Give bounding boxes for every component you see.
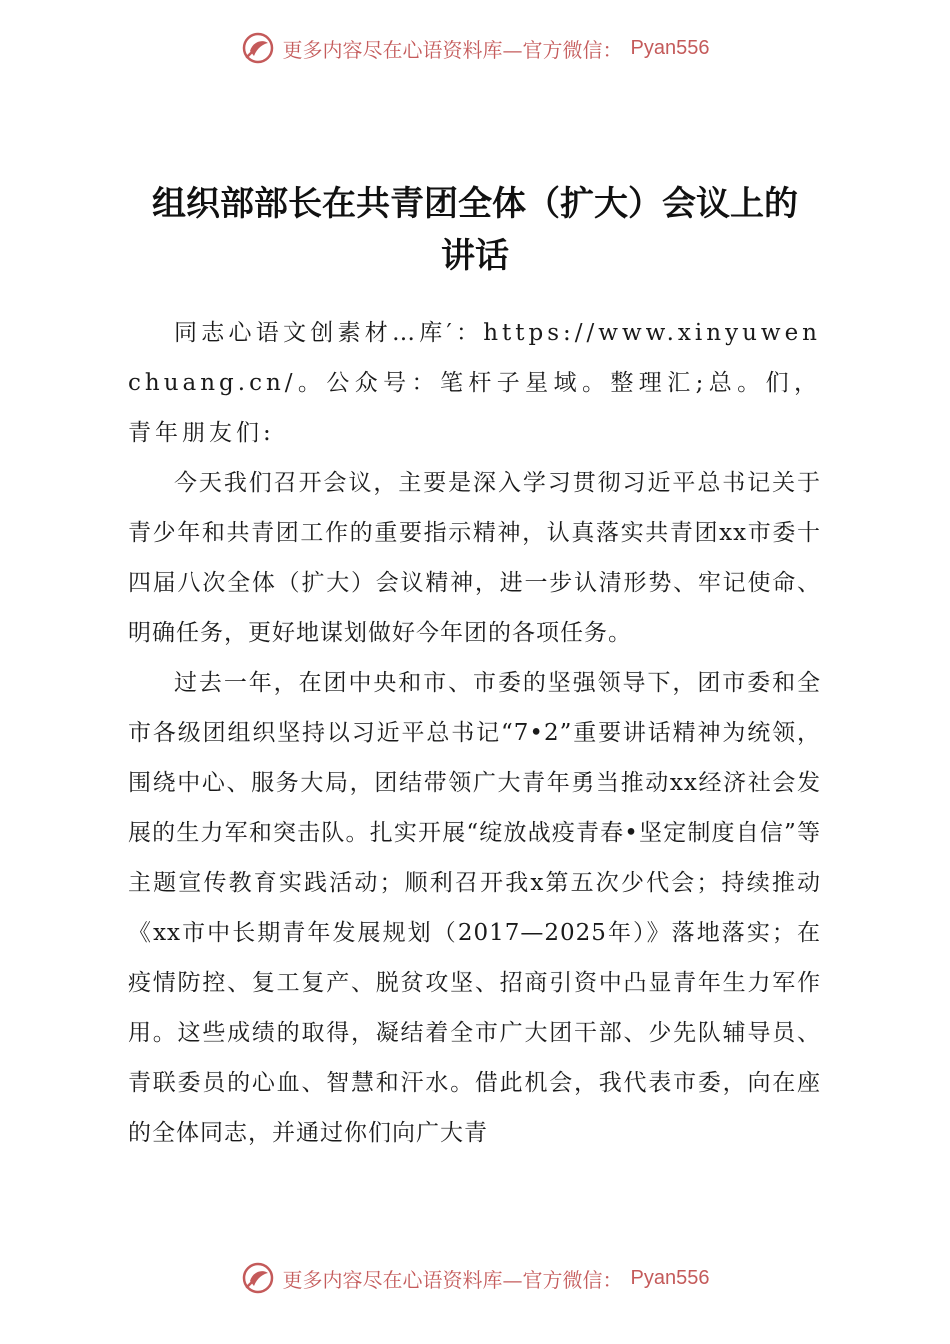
document-title [120, 178, 830, 282]
watermark-text: 更多内容尽在心语资料库—官方微信： [282, 1267, 623, 1292]
watermark-wechat-id: Pyan556 [630, 1266, 710, 1289]
body-paragraph: 过去一年，在团中央和市、市委的坚强领导下，团市委和全市各级团组织坚持以习近平总书记“7•2”重要讲话精神为统领，围绕中心、服务大局，团结带领广大青年勇当推动xx经济社会发展的生力军和突击队。扎实开展“绽放战疫青春•坚定制度自信”等主题宣传教育实践活动；顺利召开我x第五次少代会；持续推动《xx市中长期青年发展规划（2017—2025年）》落地落实；在疫情防控、复工复产、脱贫攻坚、招商引资中凸显青年生力军作用。这些成绩的取得，凝结着全市广大团干部、少先队辅导员、青联委员的心血、智慧和汗水。借此机会，我代表市委，向在座的全体同志，并通过你们向广大青 [128, 670, 821, 1146]
watermark-text: 更多内容尽在心语资料库—官方微信： [282, 37, 623, 62]
watermark-wechat-id: Pyan556 [630, 36, 710, 59]
title-line-2: 讲话 [441, 236, 509, 276]
document-body [128, 308, 821, 1158]
xinyu-logo-icon [241, 1261, 275, 1295]
watermark-header [0, 28, 950, 68]
title-line-1: 组织部部长在共青团全体（扩大）会议上的 [152, 184, 798, 224]
watermark-footer [0, 1258, 950, 1298]
xinyu-logo-icon [241, 31, 275, 65]
body-paragraph: 今天我们召开会议，主要是深入学习贯彻习近平总书记关于青少年和共青团工作的重要指示精神，认真落实共青团xx市委十四届八次全体（扩大）会议精神，进一步认清形势、牢记使命、明确任务，更好地谋划做好今年团的各项任务。 [128, 470, 821, 646]
body-paragraph: 同志心语文创素材…库′：https://www.xinyuwenchuang.cn/。公众号：笔杆子星域。整理汇;总。们，青年朋友们: [128, 320, 821, 446]
